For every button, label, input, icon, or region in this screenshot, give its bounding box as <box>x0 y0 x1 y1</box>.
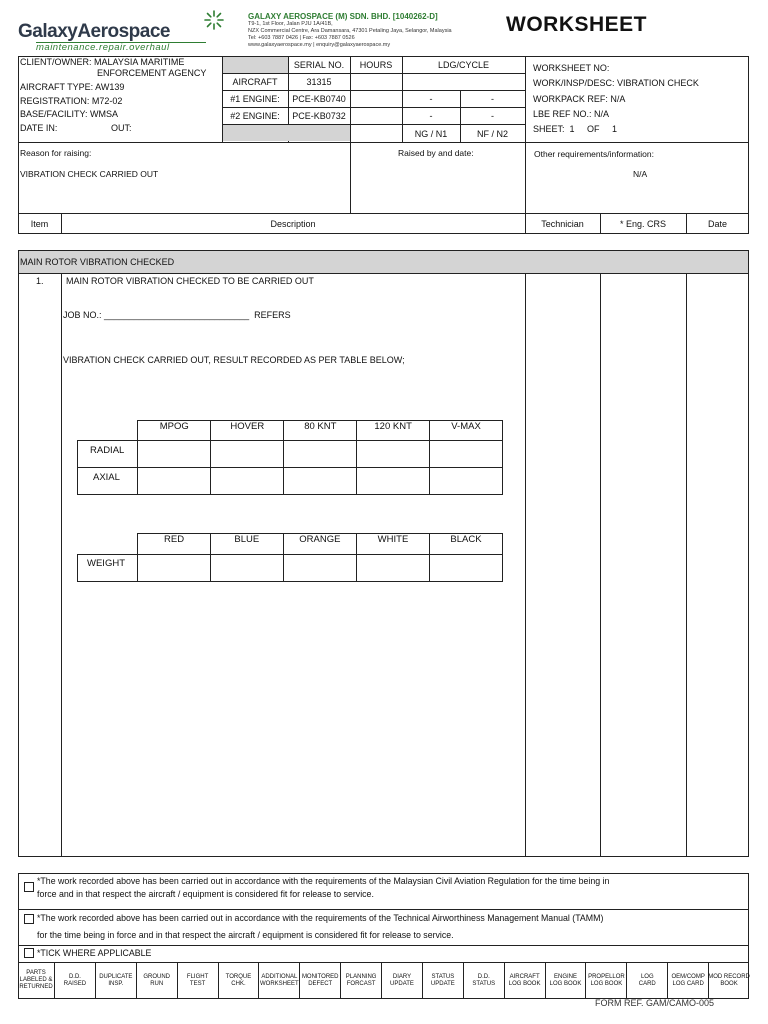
vib-header-120knt: 120 KNT <box>357 421 430 441</box>
ldg-cycle-header: LDG/CYCLE <box>437 60 490 70</box>
hours-header: HOURS <box>359 60 393 70</box>
document-title: WORKSHEET <box>506 13 647 36</box>
cert1-text-line2: force and in that respect the aircraft / equipment is considered fit for release to service. <box>37 889 374 899</box>
status-cell-label: WORKSHEET <box>260 980 299 987</box>
weight-header-white: WHITE <box>356 534 429 555</box>
status-cell-label: UPDATE <box>390 980 414 987</box>
status-cell-label: AIRCRAFT <box>509 973 540 980</box>
status-cell-label: MOD RECORD <box>708 973 750 980</box>
engine1-ng-value: - <box>429 94 433 104</box>
weight-row-label: WEIGHT <box>78 555 138 582</box>
weight-table <box>77 533 503 582</box>
status-cell-label: DIARY <box>392 973 412 980</box>
item-column-header: Item <box>30 218 49 229</box>
status-cell[interactable] <box>422 962 463 999</box>
section-title: MAIN ROTOR VIBRATION CHECKED <box>20 257 175 267</box>
status-cell-label: ENGINE <box>554 973 578 980</box>
status-cell-label: MONITORED <box>301 973 339 980</box>
status-cell[interactable] <box>545 962 586 999</box>
vib-cell[interactable] <box>430 468 503 495</box>
raised-by-label: Raised by and date: <box>398 148 474 158</box>
result-instruction: VIBRATION CHECK CARRIED OUT, RESULT RECORDED AS PER TABLE BELOW; <box>63 355 405 365</box>
worksheet-no: WORKSHEET NO: <box>533 63 610 73</box>
vib-cell[interactable] <box>138 441 211 468</box>
cert2-checkbox[interactable] <box>24 914 34 924</box>
weight-cell[interactable] <box>429 555 502 582</box>
weight-cell[interactable] <box>283 555 356 582</box>
company-contact: Tel: +603 7887 0426 | Fax: +603 7887 0526 <box>248 35 355 41</box>
reason-label: Reason for raising: <box>20 148 92 158</box>
weight-header-red: RED <box>138 534 211 555</box>
engine2-serial: PCE-KB0732 <box>292 111 346 121</box>
status-cell-label: ADDITIONAL <box>261 973 298 980</box>
vib-header-80knt: 80 KNT <box>284 421 357 441</box>
vib-cell[interactable] <box>357 468 430 495</box>
lbe-ref: LBE REF NO.: N/A <box>533 109 610 119</box>
status-cell[interactable] <box>258 962 299 999</box>
engine1-serial: PCE-KB0740 <box>292 94 346 104</box>
vib-row-axial: AXIAL <box>78 468 138 495</box>
item-title: MAIN ROTOR VIBRATION CHECKED TO BE CARRIED OUT <box>66 276 314 286</box>
status-cell-label: OEM/COMP <box>671 973 705 980</box>
description-column-header: Description <box>270 218 316 229</box>
cert2-text-line2: for the time being in force and in that respect the aircraft / equipment is considered fit for release to service. <box>37 930 454 940</box>
status-cell-label: LOG BOOK <box>508 980 541 987</box>
aircraft-type: AIRCRAFT TYPE: AW139 <box>20 82 125 92</box>
status-cell[interactable] <box>299 962 340 999</box>
engine1-label: #1 ENGINE: <box>230 94 280 104</box>
vib-header-vmax: V-MAX <box>430 421 503 441</box>
status-cell-label: BOOK <box>720 980 738 987</box>
company-address-2: NZX Commercial Centre, Ara Damansara, 47301 Petaling Jaya, Selangor, Malaysia <box>248 28 452 34</box>
status-cell-label: STATUS <box>431 973 455 980</box>
base-facility: BASE/FACILITY: WMSA <box>20 109 119 119</box>
vibration-table <box>77 420 503 495</box>
status-cell-label: D.D. <box>68 973 81 980</box>
weight-cell[interactable] <box>138 555 211 582</box>
other-requirements-value: N/A <box>633 169 648 179</box>
status-cell[interactable] <box>95 962 136 999</box>
vib-header-hover: HOVER <box>211 421 284 441</box>
status-cell-label: D.D. <box>477 973 490 980</box>
status-cell-label: FORCAST <box>346 980 376 987</box>
weight-header-orange: ORANGE <box>283 534 356 555</box>
technician-column-header: Technician <box>541 218 584 229</box>
registration: REGISTRATION: M72-02 <box>20 96 123 106</box>
vib-cell[interactable] <box>211 441 284 468</box>
work-desc: WORK/INSP/DESC: VIBRATION CHECK <box>533 78 699 88</box>
vib-cell[interactable] <box>430 441 503 468</box>
reason-text: VIBRATION CHECK CARRIED OUT <box>20 169 159 179</box>
cert1-checkbox[interactable] <box>24 882 34 892</box>
serial-no-header: SERIAL NO. <box>293 60 345 70</box>
status-cell[interactable] <box>708 962 749 999</box>
status-cell[interactable] <box>218 962 259 999</box>
ng-n1-label: NG / N1 <box>414 128 448 139</box>
status-cell-label: LABELED & <box>19 977 53 983</box>
other-requirements-label: Other requirements/information: <box>534 149 654 159</box>
status-cell[interactable] <box>340 962 381 999</box>
status-cell[interactable] <box>54 962 95 999</box>
status-cell-label: RETURNED <box>19 984 53 990</box>
company-web: www.galaxyaerospace.my | enquiry@galaxyaerospace.my <box>248 42 391 48</box>
status-cell[interactable] <box>626 962 667 999</box>
status-cell[interactable] <box>381 962 422 999</box>
engine2-nf-value: - <box>491 111 494 121</box>
cert1-text-line1: *The work recorded above has been carried out in accordance with the requirements of the Malaysian Civil Aviation Regulation for the time being in <box>37 876 610 886</box>
status-cell-label: PARTS <box>26 970 46 976</box>
status-cell-label: RAISED <box>63 980 87 987</box>
status-cell-label: TEST <box>189 980 206 987</box>
weight-cell[interactable] <box>356 555 429 582</box>
item-number: 1. <box>36 276 44 286</box>
date-out: OUT: <box>111 123 132 133</box>
status-cell-label: CHK. <box>231 980 246 987</box>
job-no-field: JOB NO.: _____________________________ REFERS <box>63 310 291 320</box>
weight-header-blue: BLUE <box>210 534 283 555</box>
tick-note: *TICK WHERE APPLICABLE <box>37 948 152 958</box>
eng-crs-column-header: * Eng. CRS <box>619 218 667 229</box>
aircraft-serial: 31315 <box>306 77 332 87</box>
status-cell[interactable] <box>667 962 708 999</box>
client-owner-cont: ENFORCEMENT AGENCY <box>97 68 207 78</box>
status-cell-label: PLANNING <box>345 973 377 980</box>
vib-cell[interactable] <box>211 468 284 495</box>
status-cell-label: STATUS <box>472 980 496 987</box>
status-cell[interactable] <box>136 962 177 999</box>
sunburst-logo-icon <box>204 10 224 30</box>
vib-cell[interactable] <box>138 468 211 495</box>
engine2-ng-value: - <box>429 111 433 121</box>
aircraft-label: AIRCRAFT <box>232 77 278 87</box>
status-cell-label: GROUND <box>143 973 171 980</box>
weight-cell[interactable] <box>210 555 283 582</box>
status-cell[interactable] <box>504 962 545 999</box>
status-row <box>18 962 749 999</box>
status-cell[interactable] <box>177 962 218 999</box>
date-column-header: Date <box>707 218 727 229</box>
company-name: GALAXY AEROSPACE (M) SDN. BHD. [1040262-D] <box>248 12 438 21</box>
logo-tagline: maintenance.repair.overhaul <box>36 42 206 53</box>
status-cell-label: LOG CARD <box>672 980 704 987</box>
nf-n2-label: NF / N2 <box>476 128 508 139</box>
form-reference: FORM REF. GAM/CAMO-005 <box>595 998 715 1008</box>
company-logo <box>18 22 218 52</box>
client-owner: CLIENT/OWNER: MALAYSIA MARITIME <box>20 57 185 67</box>
status-cell-label: DEFECT <box>308 980 333 987</box>
workpack-ref: WORKPACK REF: N/A <box>533 94 626 104</box>
logo-text: GalaxyAerospace <box>18 21 170 42</box>
sheet-number: SHEET: 1 OF 1 <box>533 124 618 134</box>
vib-cell[interactable] <box>284 441 357 468</box>
company-address-1: T9-1, 1st Floor, Jalan PJU 1A/41B, <box>248 21 333 27</box>
status-cell-label: RUN <box>150 980 164 987</box>
engine1-nf-value: - <box>491 94 494 104</box>
status-cell-label: PROPELLOR <box>588 973 625 980</box>
status-cell-label: LOG BOOK <box>549 980 582 987</box>
tick-note-checkbox <box>24 948 34 958</box>
status-cell-label: LOG <box>640 973 654 980</box>
vib-header-mpog: MPOG <box>138 421 211 441</box>
status-cell[interactable] <box>18 962 54 999</box>
status-cell-label: FLIGHT <box>186 973 209 980</box>
cert2-text-line1: *The work recorded above has been carried out in accordance with the requirements of the Technical Airworthiness Management Manual (TAMM) <box>37 913 604 923</box>
date-in: DATE IN: <box>20 123 58 133</box>
vib-row-radial: RADIAL <box>78 441 138 468</box>
status-cell[interactable] <box>463 962 504 999</box>
status-cell[interactable] <box>585 962 626 999</box>
status-cell-label: INSP. <box>108 980 124 987</box>
status-cell-label: UPDATE <box>430 980 455 987</box>
status-cell-label: LOG BOOK <box>590 980 623 987</box>
status-cell-label: CARD <box>638 980 656 987</box>
status-cell-label: TORQUE <box>225 973 252 980</box>
status-cell-label: DUPLICATE <box>99 973 133 980</box>
vib-cell[interactable] <box>357 441 430 468</box>
vib-cell[interactable] <box>284 468 357 495</box>
engine2-label: #2 ENGINE: <box>230 111 280 121</box>
weight-header-black: BLACK <box>429 534 502 555</box>
